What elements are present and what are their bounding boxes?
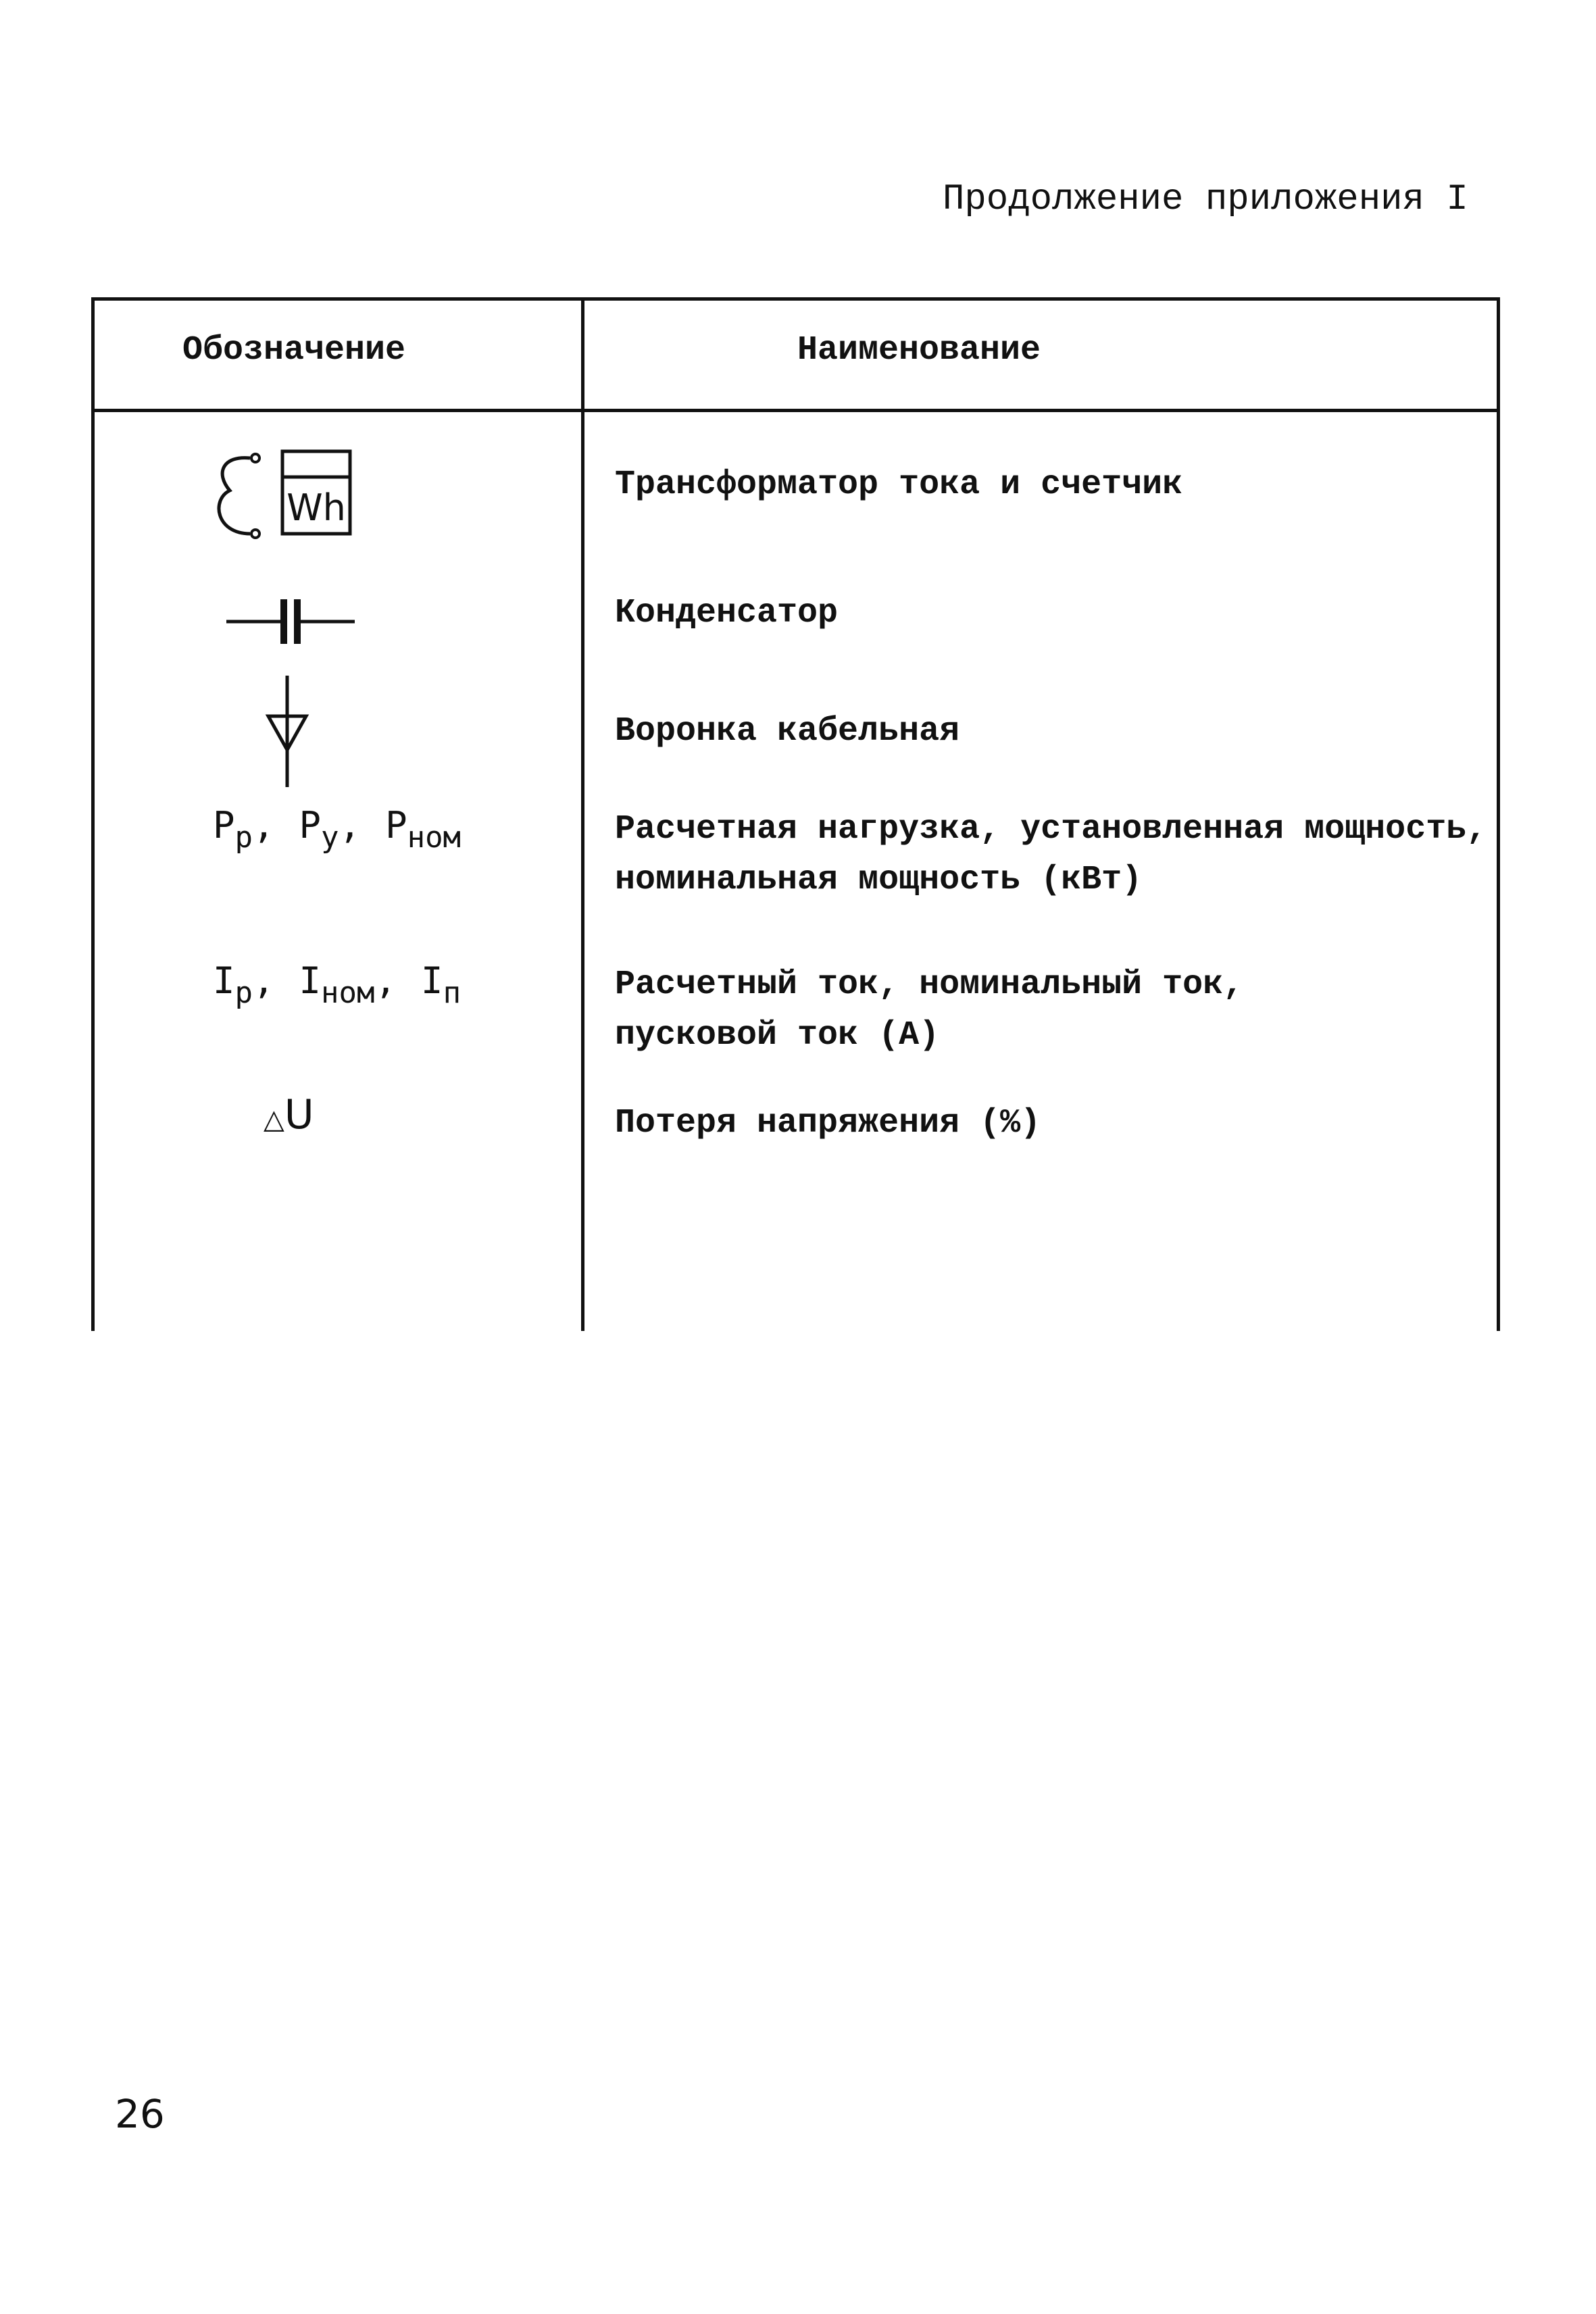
column-header-name: Наименование bbox=[797, 331, 1041, 370]
row-text-voltage-loss: Потеря напряжения (%) bbox=[615, 1104, 1041, 1142]
column-divider bbox=[581, 301, 584, 1331]
voltage-loss-symbol: △U bbox=[264, 1091, 314, 1138]
current-transformer-meter-icon bbox=[203, 446, 365, 551]
header-separator bbox=[95, 409, 1497, 412]
row-text-capacitor: Конденсатор bbox=[615, 594, 839, 632]
row-text-power: Расчетная нагрузка, установленная мощность, номинальная мощность (кВт) bbox=[615, 810, 1487, 899]
page-number: 26 bbox=[115, 2091, 165, 2137]
row-text-transformer: Трансформатор тока и счетчик bbox=[615, 466, 1183, 504]
cable-funnel-icon bbox=[260, 676, 314, 794]
row-text-current: Расчетный ток, номинальный ток, пусковой ток (А) bbox=[615, 965, 1244, 1055]
current-symbols: $I_р$, $I_{ном}$, $I_п$ bbox=[213, 959, 462, 1010]
symbols-table bbox=[91, 297, 1500, 1331]
page-heading: Продолжение приложения I bbox=[943, 179, 1468, 220]
meter-label: Wh bbox=[286, 486, 346, 529]
row-text-cable-funnel: Воронка кабельная bbox=[615, 712, 960, 751]
column-header-designation: Обозначение bbox=[182, 331, 406, 370]
power-symbols: $P_р$, $P_у$, $P_{ном}$ bbox=[213, 804, 462, 855]
capacitor-icon bbox=[223, 591, 358, 655]
